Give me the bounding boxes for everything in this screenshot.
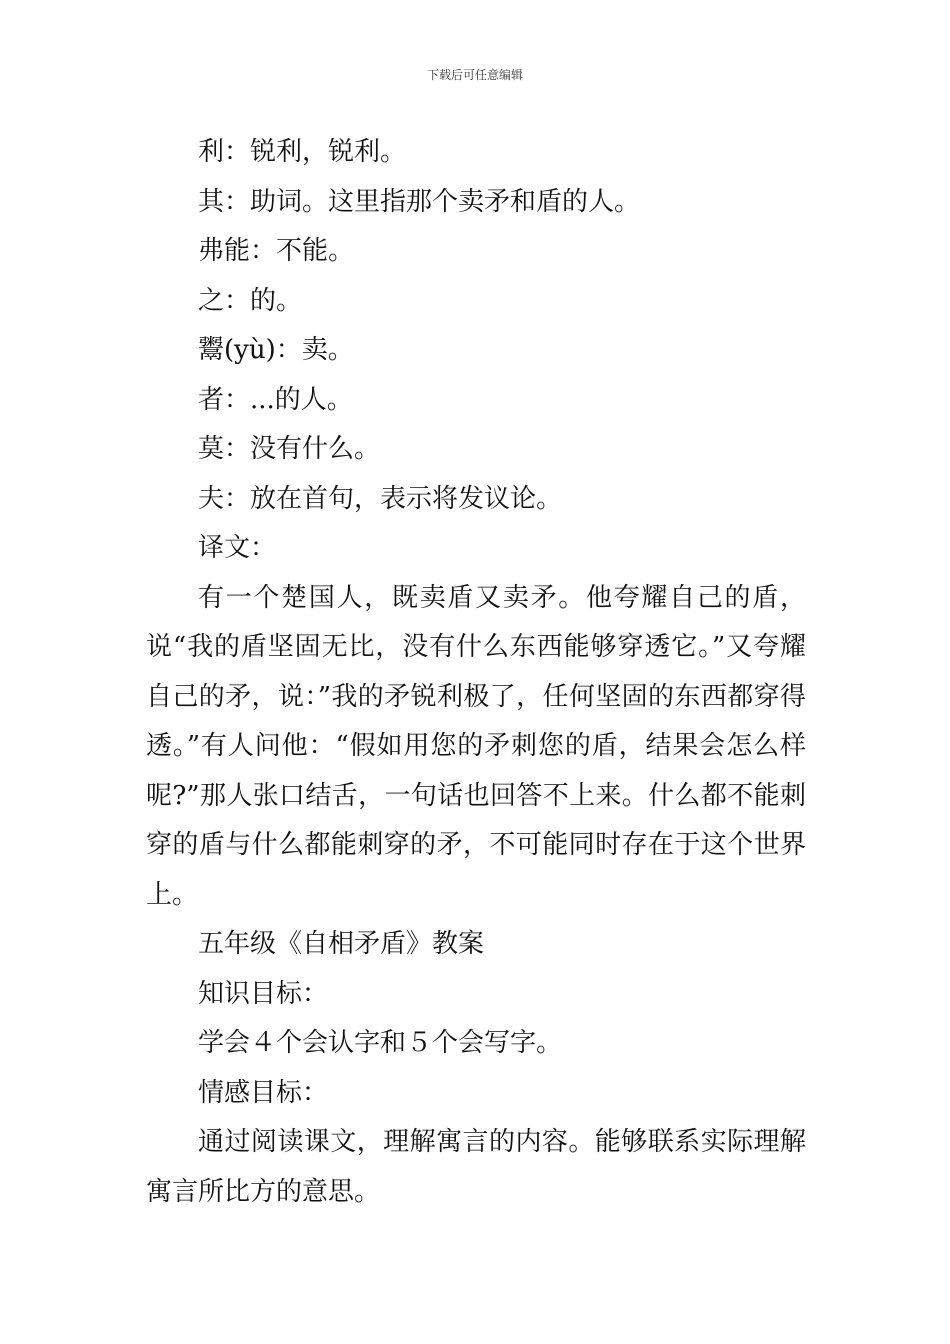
- glossary-item: 弗能：不能。: [198, 236, 355, 266]
- glossary-item: 者：...的人。: [198, 384, 353, 415]
- page-header-note: 下载后可任意编辑: [426, 68, 523, 82]
- glossary-item: 之：的。: [198, 285, 303, 316]
- glossary-item: 利：锐利，锐利。: [198, 137, 407, 167]
- document-body: [146, 128, 806, 1217]
- glossary-item: 夫：放在首句，表示将发议论。: [198, 483, 563, 514]
- knowledge-goal-heading: 知识目标：: [198, 978, 329, 1009]
- glossary-item: 其：助词。这里指那个卖矛和盾的人。: [198, 186, 641, 217]
- lesson-title: 五年级《自相矛盾》教案: [198, 929, 485, 959]
- translation-heading: 译文：: [198, 533, 277, 563]
- glossary-item: 鬻(yù)：卖。: [198, 335, 354, 365]
- glossary-item: 莫：没有什么。: [198, 434, 381, 464]
- emotion-goal-text: 通过阅读课文，理解寓言的内容。能够联系实际理解寓言所比方的意思。: [146, 1127, 806, 1207]
- knowledge-goal-text: 学会４个会认字和５个会写字。: [198, 1028, 563, 1058]
- translation-paragraph: 有一个楚国人，既卖盾又卖矛。他夸耀自己的盾，说“我的盾坚固无比，没有什么东西能够穿透它。”又夸耀自己的矛，说：”我的矛锐利极了，任何坚固的东西都穿得透。”有人问他：“假如用您的矛刺您的盾，结果会怎么样呢?”那人张口结舌，一句话也回答不上来。什么都不能刺穿的盾与什么都能刺穿的矛，不可能同时存在于这个世界上。: [146, 582, 806, 910]
- emotion-goal-heading: 情感目标：: [198, 1077, 329, 1108]
